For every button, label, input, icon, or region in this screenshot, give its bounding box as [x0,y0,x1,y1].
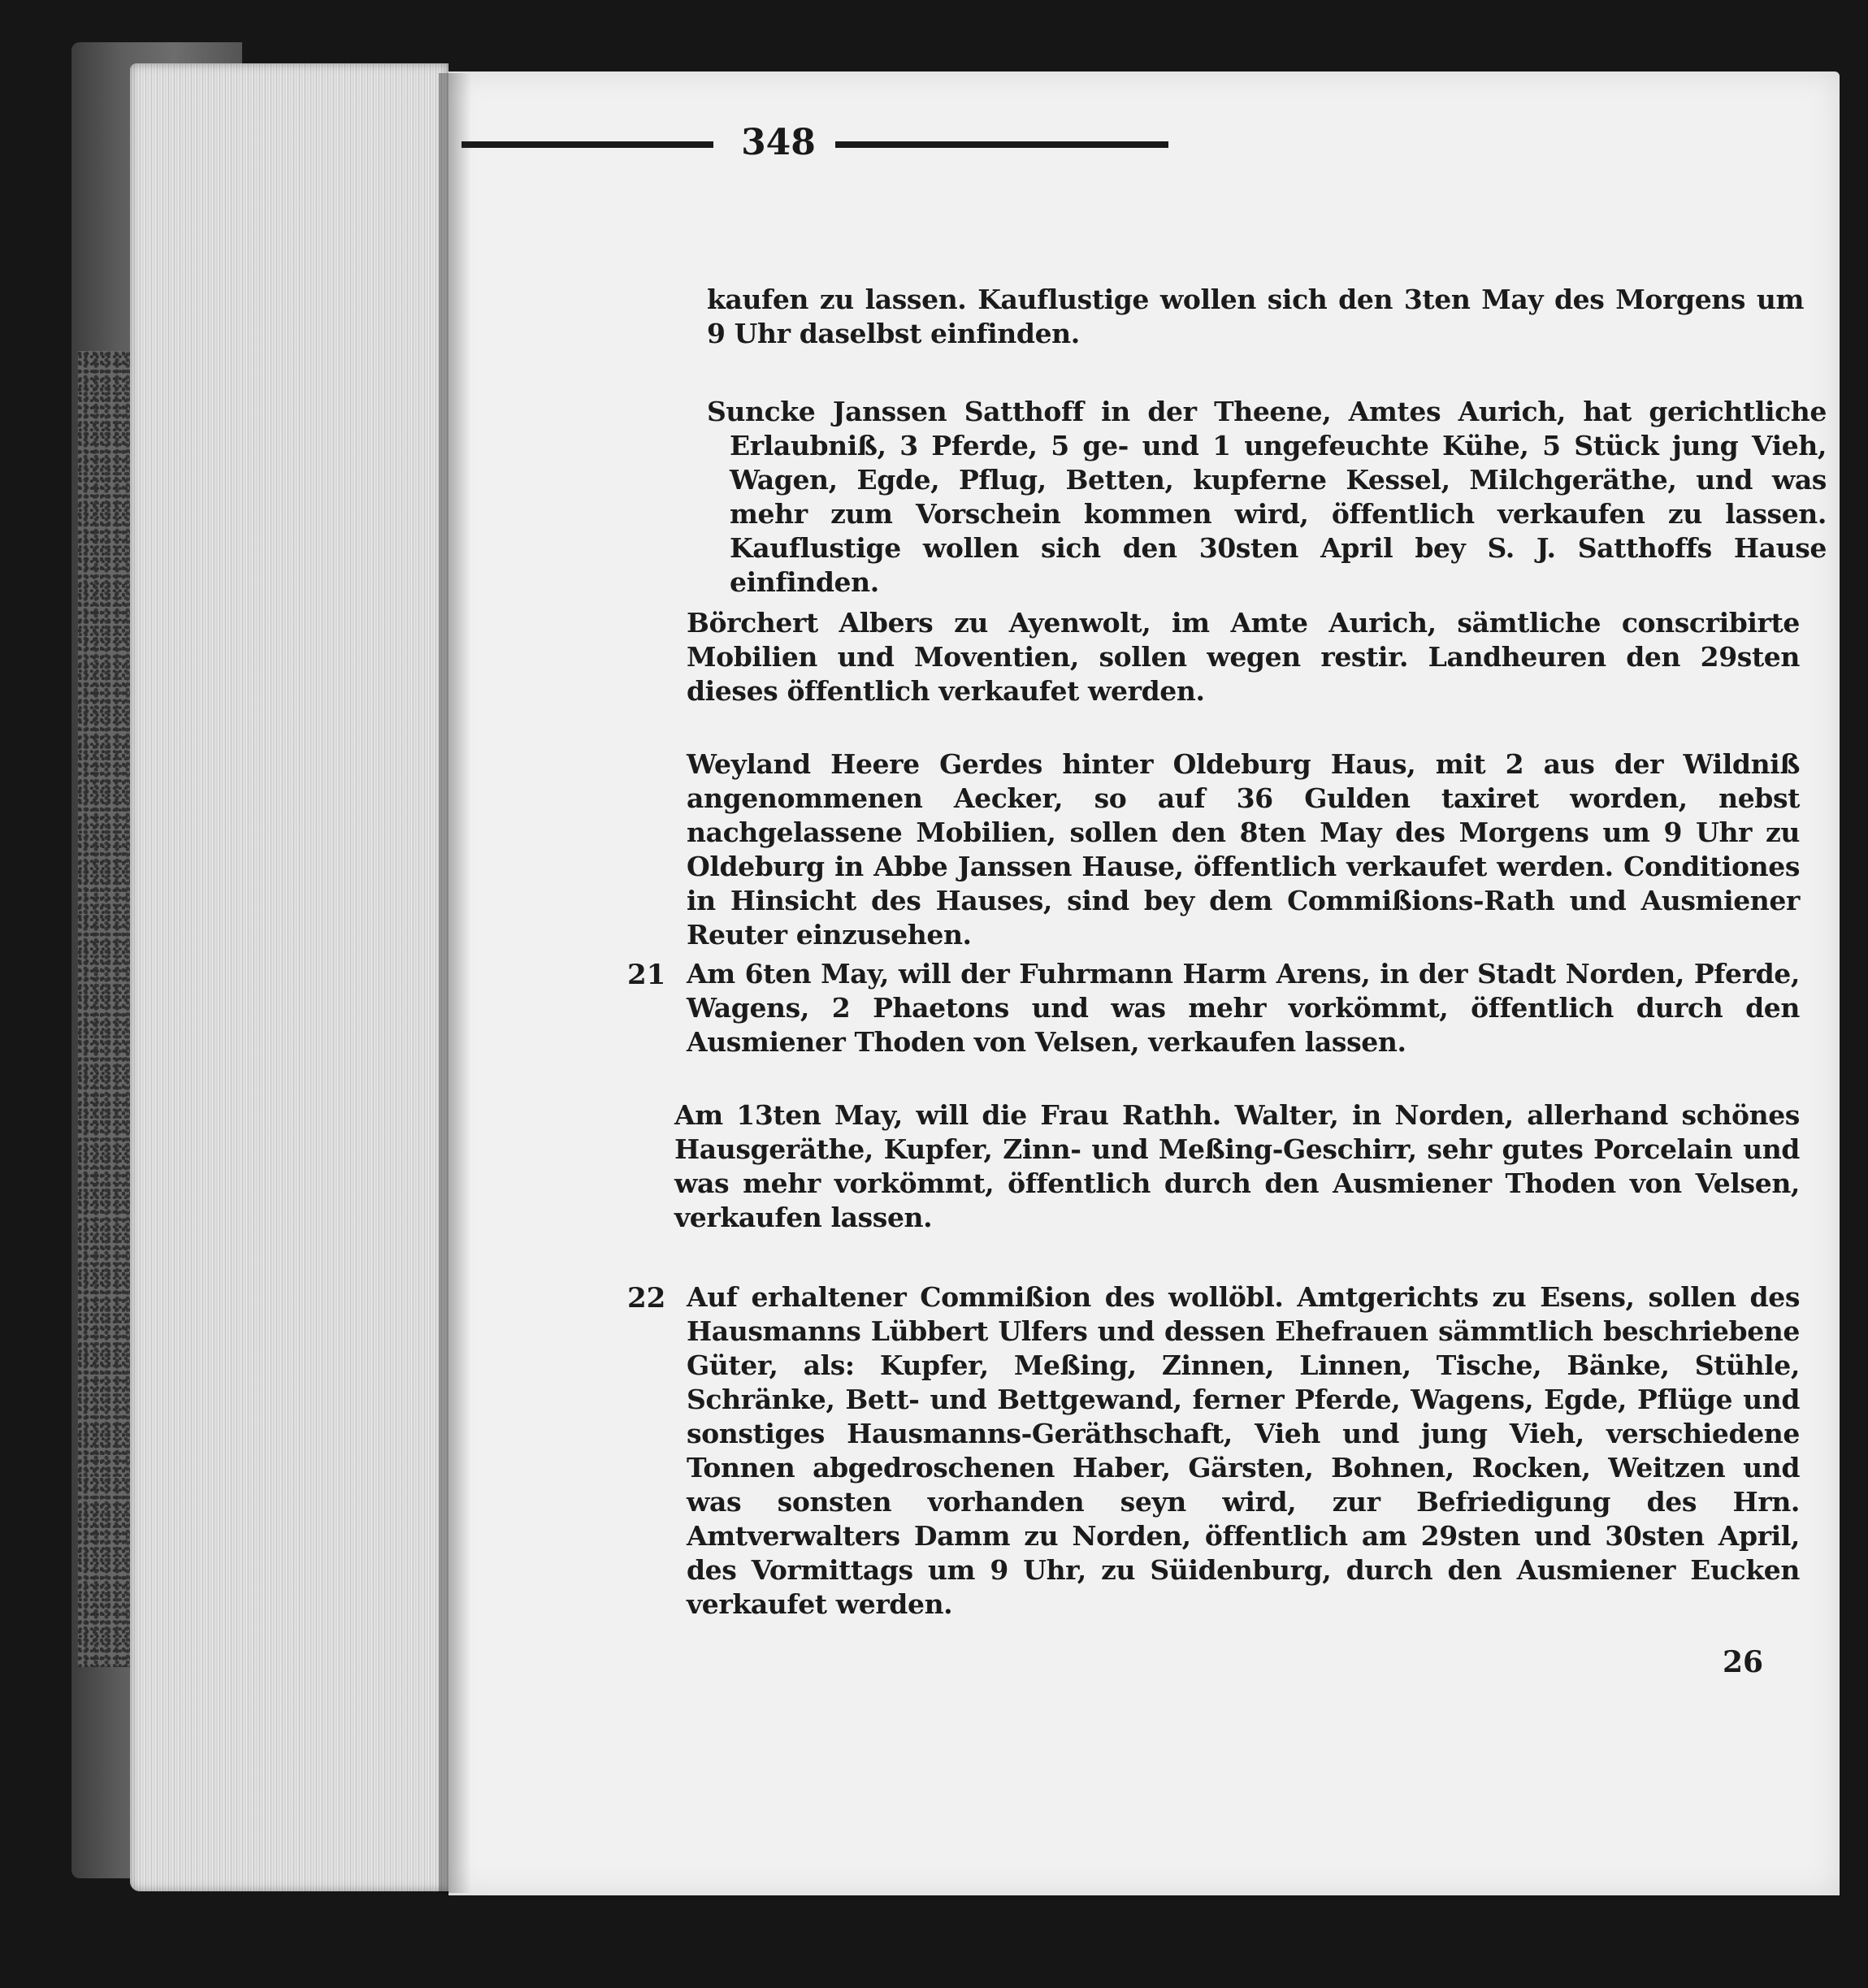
entry-satthoff: Suncke Janssen Satthoff in der Theene, Amtes Aurich, hat gerichtliche Erlaubniß, 3 Pferde, 5 ge- und 1 ungefeuchte Kühe, 5 Stück jung Vieh, Wagen, Egde, Pflug, Betten, kupferne Kessel, Milchgeräthe, und was mehr zum Vorschein kommen wird, öffentlich verkaufen zu lassen. Kauflustige wollen sich den 30sten April bey S. J. Satthoffs Hause einfinden. [707,396,1827,598]
page-number: 348 [741,122,816,163]
entry-ulfers: Auf erhaltener Commißion des wollöbl. Amtgerichts zu Esens, sollen des Hausmanns Lübbert Ulfers und dessen Ehefrauen sämmtlich beschriebene Güter, als: Kupfer, Meßing, Zinnen, Linnen, Tische, Bänke, Stühle, Schränke, Bett- und Bettgewand, ferner Pferde, Wagens, Egde, Pflüge und sonstiges Hausmanns-Geräthschaft, Vieh und jung Vieh, verschiedene Tonnen abgedroschenen Haber, Gärsten, Bohnen, Rocken, Weitzen und was sonsten vorhanden seyn wird, zur Befriedigung des Hrn. Amtverwalters Damm zu Norden, öffentlich am 29sten und 30sten April, des Vormittags um 9 Uhr, zu Süidenburg, durch den Ausmiener Eucken verkaufet werden. [687,1281,1800,1620]
entry-number-21: 21 [627,959,666,991]
entry-albers: Börchert Albers zu Ayenwolt, im Amte Aurich, sämtliche conscribirte Mobilien und Moventien, sollen wegen restir. Landheuren den 29sten dieses öffentlich verkaufet werden. [687,607,1800,707]
entry-gerdes: Weyland Heere Gerdes hinter Oldeburg Haus, mit 2 aus der Wildniß angenommenen Aecker, so auf 36 Gulden taxiret worden, nebst nachgelassene Mobilien, sollen den 8ten May des Morgens um 9 Uhr zu Oldeburg in Abbe Janssen Hause, öffentlich verkaufet werden. Conditiones in Hinsicht des Hauses, sind bey dem Commißions-Rath und Ausmiener Reuter einzusehen. [687,748,1800,951]
entry-walter: Am 13ten May, will die Frau Rathh. Walter, in Norden, allerhand schönes Hausgeräthe, Kupfer, Zinn- und Meßing-Geschirr, sehr gutes Porcelain und was mehr vorkömmt, öffentlich durch den Ausmiener Thoden von Velsen, verkaufen lassen. [674,1099,1800,1233]
entry-continuation: kaufen zu lassen. Kauflustige wollen sich den 3ten May des Morgens um 9 Uhr daselbst einfinden. [707,284,1804,349]
gutter-shadow [439,73,471,1893]
catchword: 26 [1723,1645,1764,1679]
entry-number-22: 22 [627,1282,666,1315]
page-header [462,122,1177,171]
page-edges [130,63,449,1891]
entry-arens: Am 6ten May, will der Fuhrmann Harm Arens, in der Stadt Norden, Pferde, Wagens, 2 Phaetons und was mehr vorkömmt, öffentlich durch den Ausmiener Thoden von Velsen, verkaufen lassen. [687,958,1800,1058]
header-rule-right [835,141,1168,148]
header-rule-left [462,141,713,148]
